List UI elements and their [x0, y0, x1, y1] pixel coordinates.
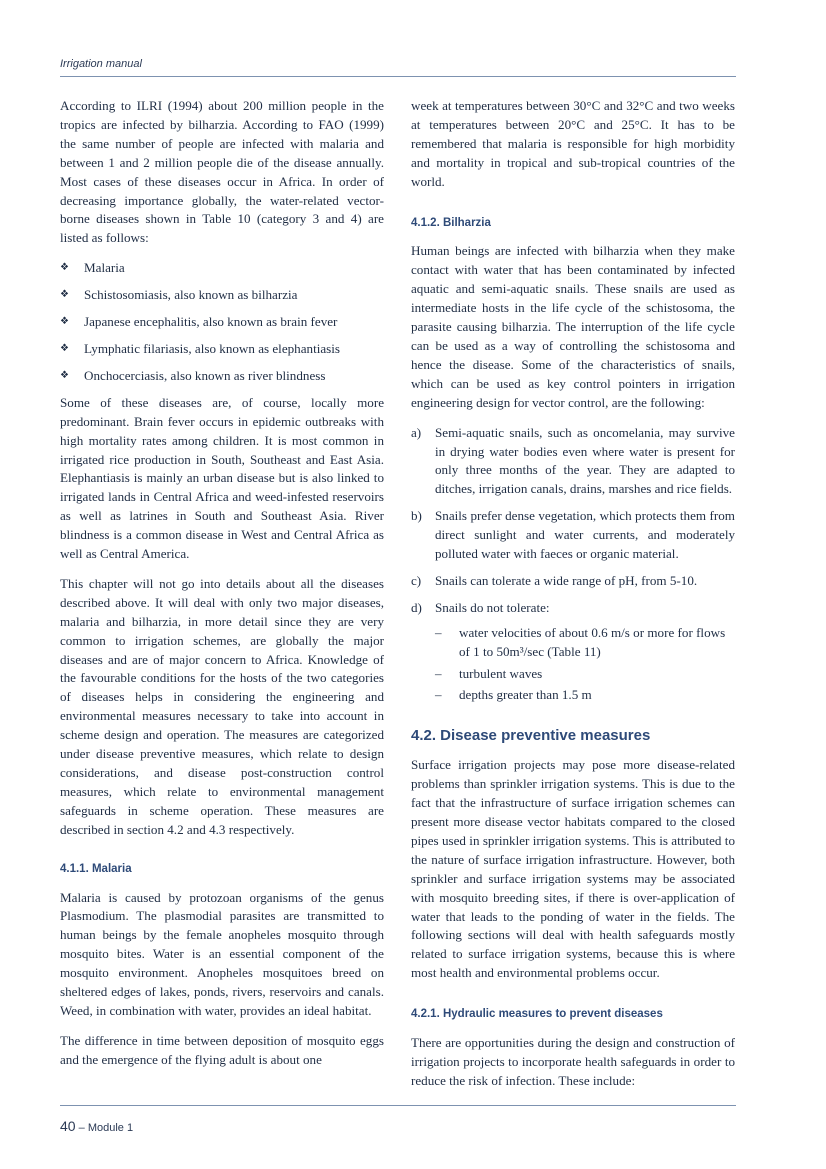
list-item: d) Snails do not tolerate: – water velocities of about 0.6 m/s or more for flows of 1 to 50m³/sec (Table 11) – turbulent waves – depths greater than 1.5 m: [411, 599, 735, 706]
paragraph: There are opportunities during the design and construction of irrigation projects to incorporate health safeguards in order to reduce the risk of infection. These include:: [411, 1035, 735, 1088]
section-heading-4-2: 4.2. Disease preventive measures: [411, 727, 651, 745]
paragraph: Surface irrigation projects may pose more disease-related problems than sprinkler irrigation systems. This is due to the fact that the infrastructure of surface irrigation schemes can present more disease vector habitats compared to the closed pipes used in sprinkler irrigation systems. This is attributed to the nature of surface irrigation infrastructure. However, both sprinkler and surface irrigation systems may be associated with mosquito breeding sites, if there is over-application of water that leads to the ponding of water in the fields. The following sections will deal with health safeguards mostly related to surface irrigation systems, because this is where most health and environmental problems occur.: [411, 757, 735, 981]
list-item: b) Snails prefer dense vegetation, which protects them from direct sunlight and water currents, and moderately polluted water with faeces or organic material.: [411, 508, 735, 562]
list-item: – water velocities of about 0.6 m/s or more for flows of 1 to 50m³/sec (Table 11): [435, 624, 726, 659]
diamond-bullet-icon: ❖: [60, 289, 69, 301]
paragraph: week at temperatures between 30°C and 32°C and two weeks at temperatures between 20°C and 25°C. It has to be remembered that malaria is responsible for high morbidity and mortality in tropical and sub-tropical countries of the world.: [411, 98, 735, 189]
diamond-bullet-icon: ❖: [60, 342, 69, 354]
list-item: ❖ Onchocerciasis, also known as river blindness: [60, 367, 384, 386]
section-heading-malaria: 4.1.1. Malaria: [60, 862, 132, 875]
page-number: 40: [60, 1118, 76, 1134]
paragraph: Human beings are infected with bilharzia when they make contact with water that has been contaminated by infected aquatic and semi-aquatic snails. These snails are used as intermediate hosts in the life cycle of the schistosoma, the parasite causing bilharzia. The interruption of the life cycle can be used as a way of controlling the schistosoma and hence the disease. Some of the characteristics of snails, which can be used as key control pointers in irrigation engineering design for vector control, are the following:: [411, 243, 735, 410]
header-rule: [60, 76, 736, 77]
not-tolerated-list: [435, 624, 735, 706]
list-item: ❖ Schistosomiasis, also known as bilharzia: [60, 286, 384, 305]
paragraph: Some of these diseases are, of course, locally more predominant. Brain fever occurs in epidemic outbreaks with high mortality rates among children. It is most common in irrigated rice production in South, Southeast and East Asia. Elephantiasis is mainly an urban disease but is also linked to irrigated lands in Central Africa and weed-infested reservoirs as well as latrines in South and Southeast Asia. River blindness is a common disease in West and Central Africa as well as Central America.: [60, 394, 384, 562]
footer-rule: [60, 1105, 736, 1106]
snail-characteristics-list: [411, 424, 735, 706]
diamond-bullet-icon: ❖: [60, 316, 69, 328]
list-item: c) Snails can tolerate a wide range of pH, from 5-10.: [411, 572, 698, 588]
section-heading-4-2-1: 4.2.1. Hydraulic measures to prevent diseases: [411, 1008, 663, 1021]
page-footer: [60, 1118, 133, 1134]
list-item: ❖ Malaria: [60, 259, 384, 278]
paragraph: The difference in time between deposition of mosquito eggs and the emergence of the flying adult is about one: [60, 1032, 384, 1067]
right-column: [411, 97, 735, 1102]
diamond-bullet-icon: ❖: [60, 369, 69, 381]
module-label: – Module 1: [78, 1122, 134, 1134]
paragraph: Malaria is caused by protozoan organisms of the genus Plasmodium. The plasmodial parasites are transmitted to human beings by the female anopheles mosquito through mosquito bites. Water is an essential component of the mosquito environment. Anopheles mosquitoes breed on sheltered edges of lakes, ponds, rivers, reservoirs and canals. Weed, in combination with water, provides an ideal habitat.: [60, 889, 384, 1018]
left-column: [60, 97, 384, 1081]
paragraph: This chapter will not go into details about all the diseases described above. It will deal with only two major diseases, malaria and bilharzia, in more detail since they are very common to irrigation schemes, are globally the major diseases and are of major concern to Africa. Knowledge of the favourable conditions for the hosts of the two categories of diseases helps in considering the engineering and environmental measures necessary to take into account in scheme design and operation. The measures are categorized under disease preventive measures, which relate to design considerations, and disease post-construction control measures, which relate to environmental management safeguards in scheme operation. These measures are described in section 4.2 and 4.3 respectively.: [60, 575, 384, 837]
paragraph: According to ILRI (1994) about 200 million people in the tropics are infected by bilharzia. According to FAO (1999) the same number of people are infected with malaria and between 1 and 2 million people die of the disease annually. Most cases of these diseases occur in Africa. In order of decreasing importance globally, the water-related vector-borne diseases shown in Table 10 (category 3 and 4) are listed as follows:: [60, 98, 384, 246]
running-header: Irrigation manual: [60, 58, 142, 70]
disease-list: [60, 259, 384, 386]
list-item: ❖ Lymphatic filariasis, also known as elephantiasis: [60, 340, 384, 359]
section-heading-bilharzia: 4.1.2. Bilharzia: [411, 216, 491, 229]
list-item: – depths greater than 1.5 m: [435, 687, 592, 703]
list-item: – turbulent waves: [435, 665, 543, 681]
diamond-bullet-icon: ❖: [60, 262, 69, 274]
list-item: a) Semi-aquatic snails, such as oncomelania, may survive in drying water bodies even where water is present for only three months of the year. They are adapted to ditches, irrigation canals, drains, marshes and rice fields.: [411, 424, 735, 497]
list-item: ❖ Japanese encephalitis, also known as brain fever: [60, 313, 384, 332]
